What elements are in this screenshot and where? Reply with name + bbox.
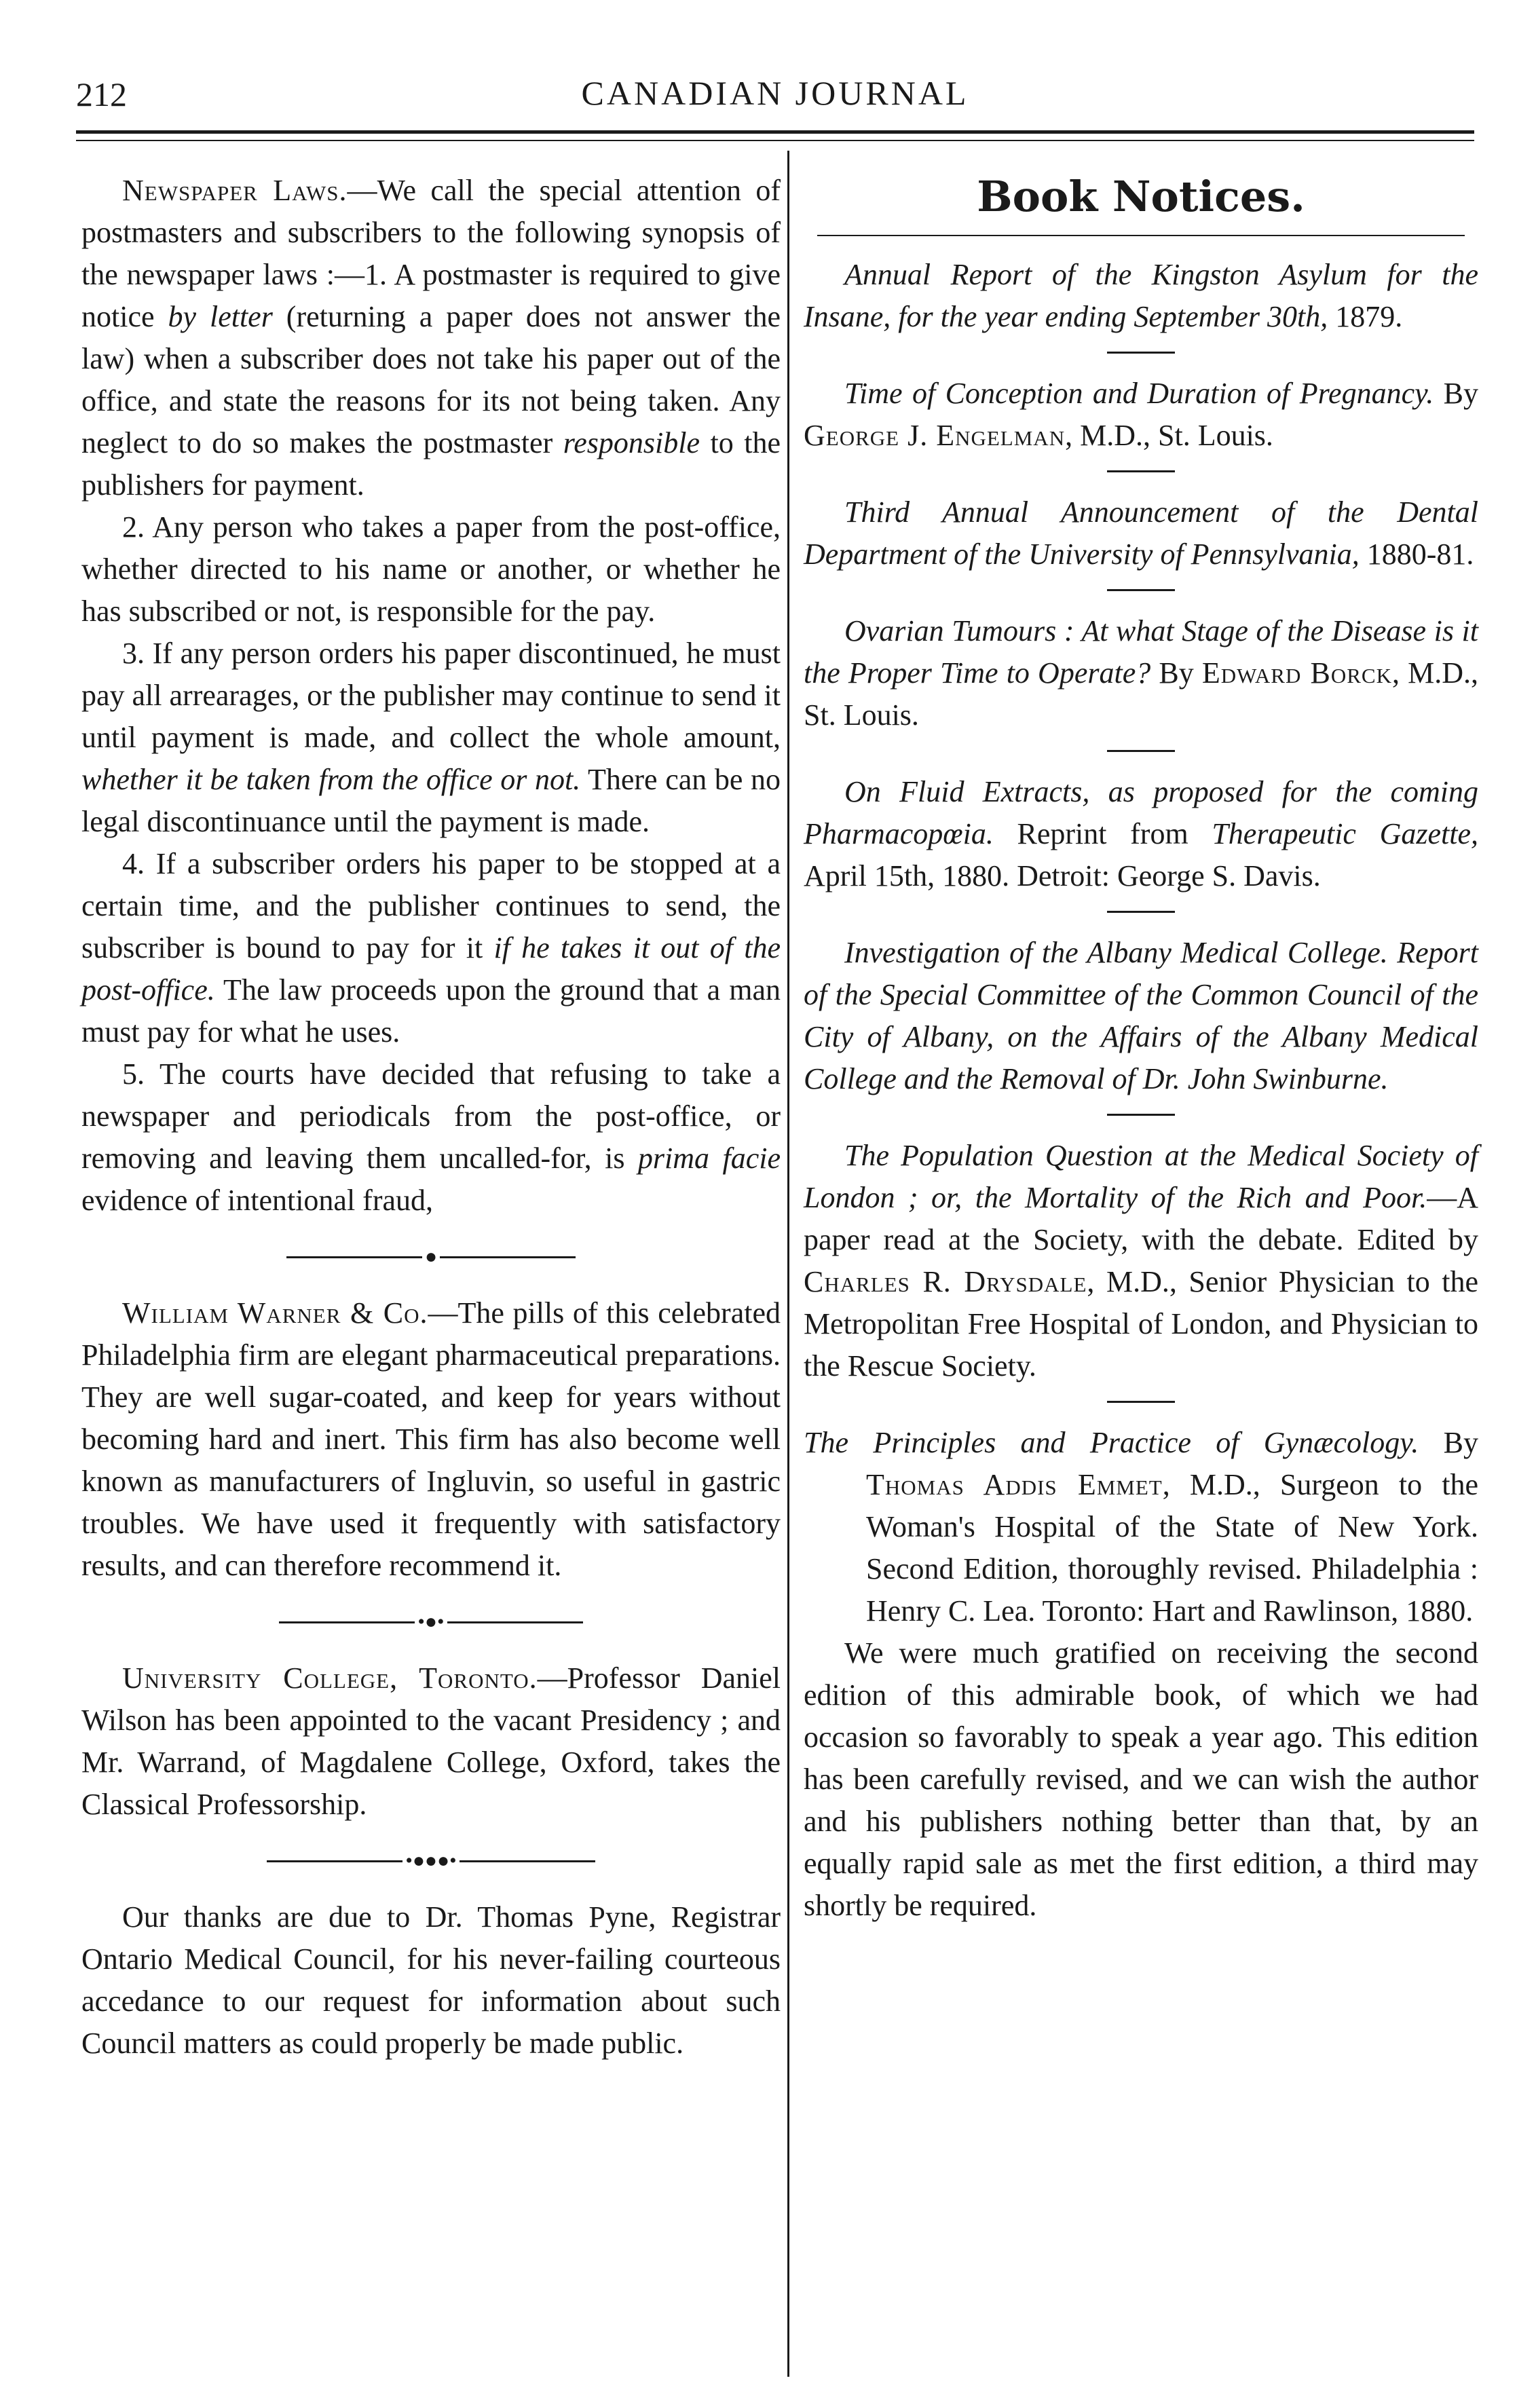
newspaper-laws-text: The law proceeds upon the ground that a man must pay for what he uses. <box>81 973 781 1049</box>
page-header <box>76 68 1474 122</box>
book-details: , M.D., Surgeon to the Woman's Hospital of the State of New York. Second Edition, thoroughly revised. Philadelphia : Henry C. Lea. Toronto: Hart and Rawlinson, 1880. <box>866 1468 1479 1628</box>
newspaper-laws-text: to the publishers for payment. <box>81 426 781 502</box>
warner-text: —The pills of this celebrated Philadelphia firm are elegant pharmaceutical preparations. They are well sugar-coated, and keep for years without becoming hard and inert. This firm has also become well known as manufacturers of Ingluvin, so useful in gastric troubles. We have used it frequently with satisfactory results, and can therefore recommend it. <box>81 1296 781 1582</box>
newspaper-laws-paragraph-4 <box>81 843 781 1053</box>
newspaper-laws-text: There can be no legal discontinuance until the payment is made. <box>81 763 781 838</box>
newspaper-laws-emphasis: if he takes it out of the post-office. <box>81 931 781 1007</box>
notice-separator <box>1107 352 1175 354</box>
newspaper-laws-emphasis: prima facie <box>637 1142 781 1175</box>
book-author: Edward Borck <box>1201 656 1392 690</box>
newspaper-laws-paragraph-3 <box>81 633 781 843</box>
book-details: 1879. <box>1328 300 1403 333</box>
book-details: By <box>1150 656 1202 690</box>
newspaper-laws-paragraph-2: 2. Any person who takes a paper from the post-office, whether directed to his name or another, or whether he has subscribed or not, is responsible for the pay. <box>81 510 781 628</box>
ornament-line <box>286 1256 422 1258</box>
university-text: —Professor Daniel Wilson has been appointed to the vacant Presidency ; and Mr. Warrand, of Magdalene College, Oxford, takes the Classical Professorship. <box>81 1661 781 1821</box>
book-details: —A paper read at the Society, with the debate. Edited by <box>804 1181 1478 1256</box>
book-notice-8 <box>804 1422 1478 1632</box>
page-number: 212 <box>76 75 127 113</box>
ornament-dot-icon: ● <box>424 1245 438 1268</box>
notice-separator <box>1107 1401 1175 1403</box>
ornament-line <box>447 1621 583 1623</box>
heading-rule <box>817 235 1465 236</box>
university-notice <box>81 1657 781 1826</box>
ornament-dot-icon: •●• <box>417 1611 445 1634</box>
newspaper-laws-text: 4. If a subscriber orders his paper to be stopped at a certain time, and the publisher continues to send, the subscriber is bound to pay for it <box>81 847 781 964</box>
book-details: , M.D., St. Louis. <box>804 656 1478 732</box>
header-rule-thick <box>76 130 1474 134</box>
book-author: George J. Engelman <box>804 419 1066 452</box>
newspaper-laws-text: —We call the special attention of postmasters and subscribers to the following synopsis of the newspaper laws :—1. A postmaster is required to give notice <box>81 174 781 333</box>
book-notice-1 <box>804 254 1478 338</box>
newspaper-laws-text: 3. If any person orders his paper discontinued, he must pay all arrearages, or the publisher may continue to send it until payment is made, and collect the whole amount, <box>81 637 781 754</box>
newspaper-laws-lead: Newspaper Laws. <box>122 174 348 207</box>
section-ornament <box>81 1839 781 1880</box>
book-details: April 15th, 1880. Detroit: George S. Davis. <box>804 859 1321 892</box>
notice-separator <box>1107 911 1175 913</box>
header-rule-thin <box>76 140 1474 141</box>
warner-notice <box>81 1292 781 1587</box>
journal-title: CANADIAN JOURNAL <box>581 74 969 112</box>
newspaper-laws-text: (returning a paper does not answer the law) when a subscriber does not take his paper out of the office, and state the reasons for its not being taken. Any neglect to do so makes the postmaster <box>81 300 781 459</box>
book-notice-2 <box>804 373 1478 457</box>
book-title: The Principles and Practice of Gynæcology. <box>804 1426 1419 1459</box>
book-details: 1880-81. <box>1359 538 1474 571</box>
book-details: Reprint from <box>993 817 1212 850</box>
newspaper-laws-paragraph-5 <box>81 1053 781 1222</box>
thanks-notice: Our thanks are due to Dr. Thomas Pyne, Registrar Ontario Medical Council, for his never-failing courteous accedance to our request for information about such Council matters as could properly be made public. <box>81 1900 781 2060</box>
book-source: Therapeutic Gazette, <box>1212 817 1478 850</box>
university-lead: University College, Toronto. <box>122 1661 538 1695</box>
book-notice-7 <box>804 1135 1478 1387</box>
book-notice-3 <box>804 491 1478 576</box>
book-details: By <box>1434 377 1478 410</box>
book-title: Time of Conception and Duration of Pregnancy. <box>844 377 1434 410</box>
right-column <box>804 170 1478 1927</box>
newspaper-laws-emphasis: responsible <box>563 426 700 459</box>
book-details: , M.D., St. Louis. <box>1065 419 1273 452</box>
book-editor: Charles R. Drysdale <box>804 1265 1087 1298</box>
book-notice-6 <box>804 932 1478 1100</box>
book-details: , M.D., Senior Physician to the Metropolitan Free Hospital of London, and Physician to the Rescue Society. <box>804 1265 1479 1382</box>
book-notice-4 <box>804 610 1478 736</box>
ornament-line <box>440 1256 576 1258</box>
ornament-dot-icon: •●●●• <box>405 1849 457 1873</box>
section-ornament <box>81 1600 781 1641</box>
newspaper-laws-emphasis: whether it be taken from the office or not. <box>81 763 581 796</box>
book-title: On Fluid Extracts, as proposed for the coming Pharmacopœia. <box>804 775 1478 850</box>
warner-lead: William Warner & Co. <box>122 1296 428 1330</box>
book-title: Annual Report of the Kingston Asylum for the Insane, for the year ending September 30th, <box>804 258 1478 333</box>
notice-separator <box>1107 470 1175 472</box>
section-ornament <box>81 1235 781 1276</box>
book-title: The Population Question at the Medical Society of London ; or, the Mortality of the Rich and Poor. <box>804 1139 1478 1214</box>
ornament-line <box>279 1621 415 1623</box>
book-review-text: We were much gratified on receiving the second edition of this admirable book, of which we had occasion so favorably to speak a year ago. This edition has been carefully revised, and we can wish the author and his publishers nothing better than that, by an equally rapid sale as met the first edition, a third may shortly be required. <box>804 1636 1478 1922</box>
book-title: Investigation of the Albany Medical College. Report of the Special Committee of the Common Council of the City of Albany, on the Affairs of the Albany Medical College and the Removal of Dr. John Swinburne. <box>804 936 1478 1095</box>
book-notice-5 <box>804 771 1478 897</box>
notice-separator <box>1107 750 1175 752</box>
ornament-line <box>267 1860 402 1862</box>
newspaper-laws-emphasis: by letter <box>168 300 273 333</box>
book-details: By <box>1419 1426 1478 1459</box>
notice-separator <box>1107 1114 1175 1116</box>
book-author: Thomas Addis Emmet <box>866 1468 1163 1501</box>
ornament-line <box>460 1860 595 1862</box>
newspaper-laws-text: 5. The courts have decided that refusing to take a newspaper and periodicals from the post-office, or removing and leaving them uncalled-for, is <box>81 1057 781 1175</box>
newspaper-laws-paragraph-1 <box>81 170 781 506</box>
notice-separator <box>1107 589 1175 591</box>
column-divider <box>787 151 789 2377</box>
newspaper-laws-text: evidence of intentional fraud, <box>81 1184 434 1217</box>
left-column <box>81 170 781 2065</box>
book-title: Third Annual Announcement of the Dental Department of the University of Pennsylvania, <box>804 495 1478 571</box>
book-notices-heading: Book Notices. <box>977 172 1305 221</box>
book-title: Ovarian Tumours : At what Stage of the Disease is it the Proper Time to Operate? <box>804 614 1478 690</box>
